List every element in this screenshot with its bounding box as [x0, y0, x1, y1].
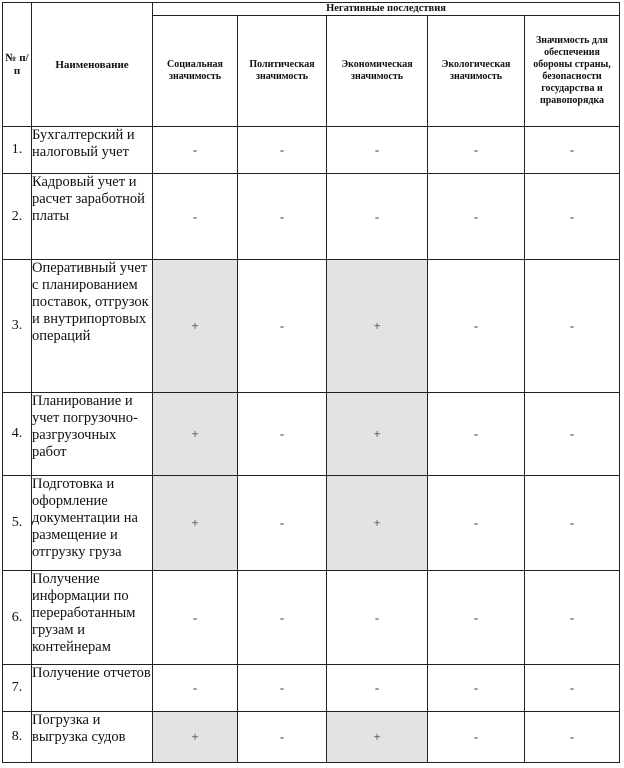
mark-economic: -	[327, 127, 428, 174]
mark-social: -	[153, 665, 238, 712]
row-number: 6.	[3, 571, 32, 665]
mark-economic: +	[327, 260, 428, 393]
row-name: Получение отчетов	[32, 665, 153, 712]
mark-political: -	[238, 260, 327, 393]
row-number: 1.	[3, 127, 32, 174]
mark-ecological: -	[428, 665, 525, 712]
mark-ecological: -	[428, 393, 525, 476]
mark-economic: -	[327, 174, 428, 260]
table-row	[3, 712, 620, 763]
mark-social: +	[153, 476, 238, 571]
row-number: 4.	[3, 393, 32, 476]
table-row	[3, 665, 620, 712]
header-negative-consequences: Негативные последствия	[153, 3, 620, 16]
mark-political: -	[238, 127, 327, 174]
row-name: Бухгалтерский и налоговый учет	[32, 127, 153, 174]
row-number: 8.	[3, 712, 32, 763]
table-row	[3, 260, 620, 393]
header-name: Наименование	[32, 3, 153, 127]
mark-political: -	[238, 665, 327, 712]
mark-political: -	[238, 393, 327, 476]
mark-economic: -	[327, 665, 428, 712]
mark-ecological: -	[428, 571, 525, 665]
mark-social: +	[153, 260, 238, 393]
mark-social: -	[153, 174, 238, 260]
row-name: Подготовка и оформление документации на размещение и отгрузку груза	[32, 476, 153, 571]
mark-defense: -	[525, 260, 620, 393]
mark-economic: +	[327, 393, 428, 476]
mark-defense: -	[525, 174, 620, 260]
consequences-table	[2, 2, 620, 763]
mark-ecological: -	[428, 127, 525, 174]
row-number: 5.	[3, 476, 32, 571]
mark-political: -	[238, 571, 327, 665]
row-name: Кадровый учет и расчет заработной платы	[32, 174, 153, 260]
row-number: 2.	[3, 174, 32, 260]
row-name: Получение информации по переработанным грузам и контейнерам	[32, 571, 153, 665]
header-social: Социальная значимость	[153, 16, 238, 127]
header-num: № п/п	[3, 3, 32, 127]
mark-ecological: -	[428, 260, 525, 393]
row-name: Планирование и учет погрузочно-разгрузочных работ	[32, 393, 153, 476]
table-row	[3, 127, 620, 174]
row-number: 7.	[3, 665, 32, 712]
table-row	[3, 476, 620, 571]
mark-defense: -	[525, 571, 620, 665]
row-number: 3.	[3, 260, 32, 393]
mark-economic: +	[327, 712, 428, 763]
mark-social: -	[153, 571, 238, 665]
mark-defense: -	[525, 712, 620, 763]
table-row	[3, 174, 620, 260]
header-ecological: Экологическая значимость	[428, 16, 525, 127]
header-defense: Значимость для обеспечения обороны страны, безопасности государства и правопорядка	[525, 16, 620, 127]
row-name: Оперативный учет с планированием поставок, отгрузок и внутрипортовых операций	[32, 260, 153, 393]
mark-political: -	[238, 476, 327, 571]
table-row	[3, 393, 620, 476]
mark-ecological: -	[428, 712, 525, 763]
mark-defense: -	[525, 393, 620, 476]
header-economic: Экономическая значимость	[327, 16, 428, 127]
mark-economic: +	[327, 476, 428, 571]
mark-defense: -	[525, 476, 620, 571]
mark-political: -	[238, 174, 327, 260]
mark-defense: -	[525, 127, 620, 174]
mark-social: +	[153, 393, 238, 476]
row-name: Погрузка и выгрузка судов	[32, 712, 153, 763]
mark-social: -	[153, 127, 238, 174]
mark-ecological: -	[428, 174, 525, 260]
table-body	[3, 127, 620, 763]
mark-social: +	[153, 712, 238, 763]
table-row	[3, 571, 620, 665]
mark-defense: -	[525, 665, 620, 712]
mark-economic: -	[327, 571, 428, 665]
header-political: Политическая значимость	[238, 16, 327, 127]
mark-political: -	[238, 712, 327, 763]
mark-ecological: -	[428, 476, 525, 571]
